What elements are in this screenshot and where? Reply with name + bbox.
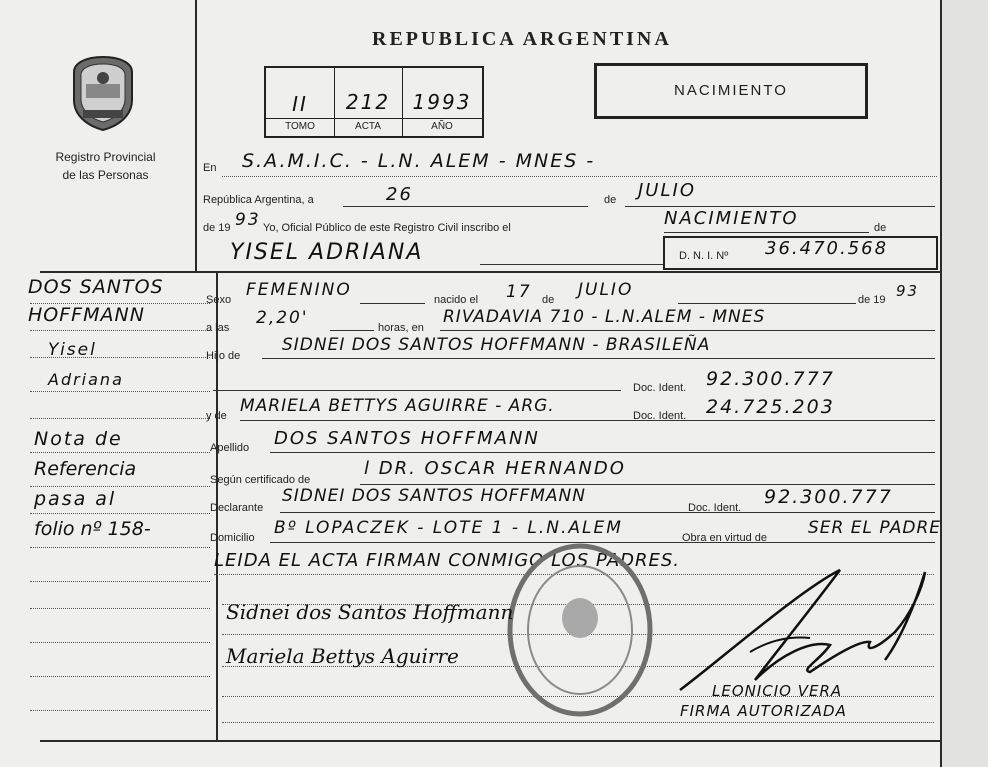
left-frame-line bbox=[195, 0, 197, 272]
margin-note-2: Referencia bbox=[34, 458, 137, 480]
bottom-frame-line bbox=[40, 740, 940, 742]
acta-value: 212 bbox=[345, 90, 391, 114]
official-stamp bbox=[505, 540, 655, 720]
body-rule bbox=[222, 722, 934, 723]
time-value: 2,20' bbox=[256, 308, 309, 328]
obra-value: SER EL PADRE bbox=[808, 518, 942, 538]
mother-signature: Mariela Bettys Aguirre bbox=[226, 644, 459, 668]
margin-rule bbox=[30, 452, 210, 453]
birth-place-line bbox=[440, 330, 935, 331]
tomo-value: II bbox=[292, 92, 308, 116]
dni-label: D. N. I. Nº bbox=[679, 250, 729, 262]
margin-note-3: pasa al bbox=[34, 488, 117, 510]
declarante-value: SIDNEI DOS SANTOS HOFFMANN bbox=[282, 486, 586, 506]
sexo-line bbox=[360, 303, 425, 304]
margin-surname-1: DOS SANTOS bbox=[28, 276, 164, 298]
obra-label: Obra en virtud de bbox=[682, 532, 767, 544]
father-signature: Sidnei dos Santos Hoffmann bbox=[226, 600, 514, 624]
apellido-value: DOS SANTOS HOFFMANN bbox=[274, 428, 540, 449]
father-line bbox=[262, 358, 935, 359]
birth-year-suffix: 93 bbox=[896, 282, 920, 300]
margin-rule bbox=[30, 642, 210, 643]
apellido-label: Apellido bbox=[210, 442, 250, 454]
father-doc-value: 92.300.777 bbox=[706, 368, 835, 390]
act-de-label: de bbox=[874, 222, 887, 234]
margin-surname-2: HOFFMANN bbox=[28, 304, 145, 326]
ano-value: 1993 bbox=[412, 90, 472, 114]
father-doc-label: Doc. Ident. bbox=[633, 382, 687, 394]
margin-rule bbox=[30, 547, 210, 548]
declarante-line bbox=[280, 512, 935, 513]
cert-value: l DR. OSCAR HERNANDO bbox=[364, 458, 626, 479]
tomo-label: TOMO bbox=[285, 121, 315, 132]
record-reference-box bbox=[264, 66, 484, 138]
year-prefix-label: de 19 bbox=[203, 222, 231, 234]
registry-name-line2: de las Personas bbox=[62, 168, 149, 182]
apellido-line bbox=[270, 452, 935, 453]
margin-given-1: Yisel bbox=[48, 340, 97, 360]
father-doc-line bbox=[213, 390, 621, 391]
place-value: S.A.M.I.C. - L.N. ALEM - MNES - bbox=[242, 150, 596, 172]
registrant-name: YISEL ADRIANA bbox=[230, 240, 424, 265]
dni-value: 36.470.568 bbox=[765, 238, 889, 259]
domicilio-value: Bº LOPACZEK - LOTE 1 - L.N.ALEM bbox=[274, 518, 623, 538]
declarante-doc-value: 92.300.777 bbox=[764, 486, 893, 508]
birth-month-line bbox=[678, 303, 856, 304]
acta-label: ACTA bbox=[355, 121, 381, 132]
declarante-label: Declarante bbox=[210, 502, 264, 514]
margin-rule bbox=[30, 513, 210, 514]
margin-rule bbox=[30, 391, 210, 392]
birth-day-value: 17 bbox=[506, 282, 532, 302]
officer-name: LEONICIO VERA bbox=[712, 682, 843, 700]
en-label: En bbox=[203, 162, 217, 174]
nacido-label: nacido el bbox=[434, 294, 479, 306]
margin-rule bbox=[30, 486, 210, 487]
page-edge bbox=[940, 0, 988, 767]
act-type-value: NACIMIENTO bbox=[664, 208, 799, 229]
margin-rule bbox=[30, 676, 210, 677]
officer-text: Yo, Oficial Público de este Registro Civil inscribo el bbox=[263, 222, 511, 234]
record-type-box bbox=[594, 63, 868, 119]
birth-place-value: RIVADAVIA 710 - L.N.ALEM - MNES bbox=[443, 307, 766, 327]
republic-label: República Argentina, a bbox=[203, 194, 314, 206]
cert-label: Según certificado de bbox=[210, 474, 311, 486]
margin-given-2: Adriana bbox=[48, 370, 124, 389]
sexo-label: Sexo bbox=[206, 294, 232, 306]
registry-name-line1: Registro Provincial bbox=[55, 150, 156, 164]
birth-de-label: de bbox=[542, 294, 555, 306]
section-divider bbox=[40, 271, 940, 273]
hijo-label: Hijo de bbox=[206, 350, 241, 362]
provincial-seal-logo bbox=[68, 54, 138, 132]
margin-rule bbox=[30, 608, 210, 609]
record-type-label: NACIMIENTO bbox=[674, 82, 788, 99]
margin-note-4: folio nº 158- bbox=[34, 518, 151, 540]
domicilio-label: Domicilio bbox=[210, 532, 255, 544]
mother-line bbox=[240, 420, 935, 421]
margin-rule bbox=[30, 581, 210, 582]
day-value: 26 bbox=[386, 184, 413, 205]
father-value: SIDNEI DOS SANTOS HOFFMANN - BRASILEÑA bbox=[282, 335, 711, 355]
mother-doc-label: Doc. Ident. bbox=[633, 410, 687, 422]
act-type-line bbox=[664, 232, 869, 233]
birth-month-value: JULIO bbox=[578, 280, 634, 300]
margin-rule bbox=[30, 330, 210, 331]
month-value: JULIO bbox=[638, 180, 696, 201]
cert-line bbox=[360, 484, 935, 485]
day-de-label: de bbox=[604, 194, 617, 206]
officer-title: FIRMA AUTORIZADA bbox=[680, 702, 847, 720]
margin-rule bbox=[30, 418, 210, 419]
name-line bbox=[480, 264, 663, 265]
mother-doc-value: 24.725.203 bbox=[706, 396, 835, 418]
declarante-doc-label: Doc. Ident. bbox=[688, 502, 742, 514]
year-suffix-value: 93 bbox=[235, 210, 261, 230]
sexo-value: FEMENINO bbox=[246, 280, 352, 300]
time-line bbox=[330, 330, 374, 331]
ano-label: AÑO bbox=[431, 121, 453, 132]
horas-label: horas, en bbox=[378, 322, 424, 334]
month-line bbox=[625, 206, 935, 207]
alas-label: a las bbox=[206, 322, 230, 334]
place-line bbox=[222, 176, 937, 177]
margin-note-1: Nota de bbox=[34, 428, 123, 450]
page-title: REPUBLICA ARGENTINA bbox=[372, 28, 672, 50]
yde-label: y de bbox=[206, 410, 227, 422]
mother-value: MARIELA BETTYS AGUIRRE - ARG. bbox=[240, 396, 555, 416]
margin-rule bbox=[30, 710, 210, 711]
dni-box bbox=[663, 236, 938, 270]
day-line bbox=[343, 206, 588, 207]
birth-de19-label: de 19 bbox=[858, 294, 886, 306]
closing-statement: LEIDA EL ACTA FIRMAN CONMIGO LOS PADRES. bbox=[214, 550, 681, 571]
